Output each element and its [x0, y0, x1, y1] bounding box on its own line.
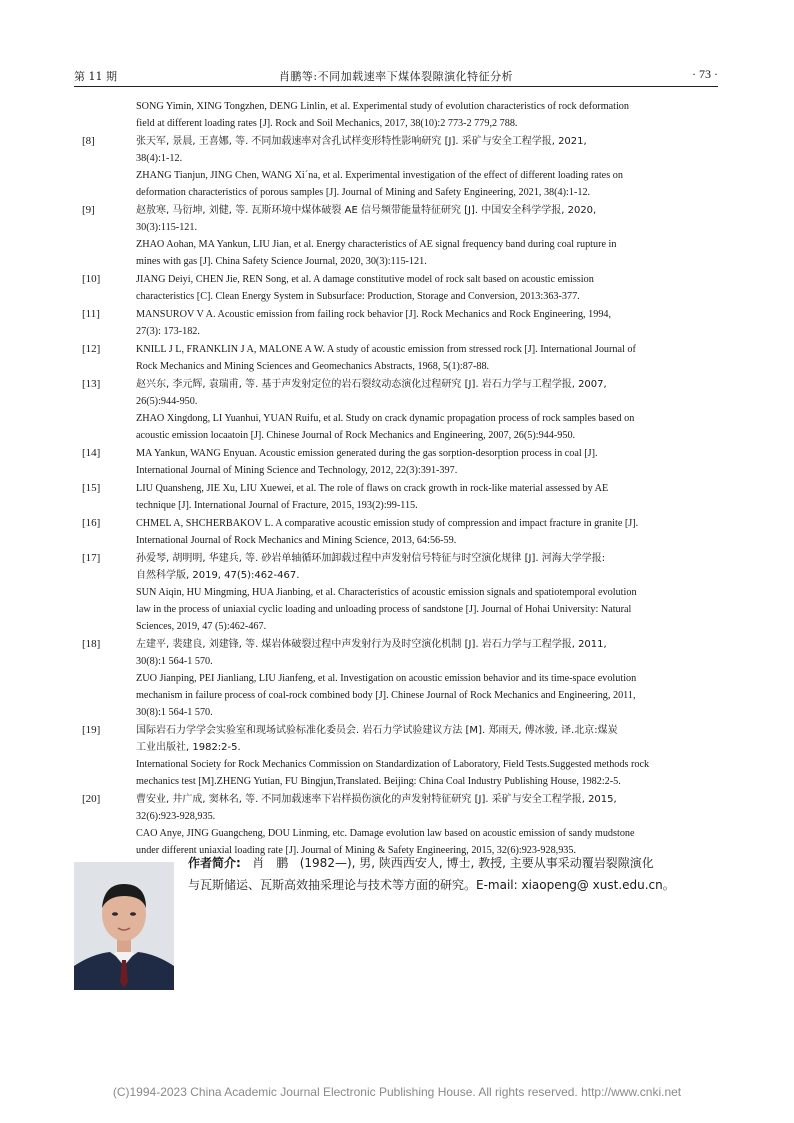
- reference-number: [16]: [82, 517, 101, 529]
- reference-number: [19]: [82, 724, 101, 736]
- reference-entry: [82, 341, 718, 375]
- reference-entry: [82, 376, 718, 444]
- reference-text-line: International Society for Rock Mechanics Commission on Standardization of Laboratory, Field Tests.Suggested methods rock: [136, 759, 650, 770]
- reference-entry: [82, 480, 718, 514]
- reference-text-line: 赵敖寒, 马衍坤, 刘健, 等. 瓦斯环境中煤体破裂 AE 信号频带能量特征研究 [J]. 中国安全科学学报, 2020,: [136, 205, 597, 216]
- reference-text-line: 工业出版社, 1982:2-5.: [136, 742, 241, 753]
- reference-text-line: 国际岩石力学学会实验室和现场试验标准化委员会. 岩石力学试验建议方法 [M]. 郑雨天, 傅冰骏, 译.北京:煤炭: [136, 725, 618, 736]
- reference-text-line: Rock Mechanics and Mining Sciences and Geomechanics Abstracts, 1968, 5(1):87-88.: [136, 361, 490, 372]
- author-profile: [74, 852, 724, 992]
- reference-entry: [82, 722, 718, 790]
- reference-text-line: acoustic emission locaatoin [J]. Chinese Journal of Rock Mechanics and Engineering, 2007, 26(5):944-950.: [136, 430, 576, 441]
- reference-text-line: JIANG Deiyi, CHEN Jie, REN Song, et al. A damage constitutive model of rock salt based on acoustic emission: [136, 274, 594, 285]
- reference-text-line: 30(8):1 564-1 570.: [136, 707, 213, 718]
- reference-text-line: under different uniaxial loading rate [J]. Journal of Mining & Safety Engineering, 2015, 32(6):923-928,935.: [136, 845, 577, 856]
- reference-text-line: mechanics test [M].ZHENG Yutian, FU Bingjun,Translated. Beijing: China Coal Industry Publishing House, 1982:2-5.: [136, 776, 621, 787]
- reference-entry: [82, 445, 718, 479]
- reference-text-line: Sciences, 2019, 47 (5):462-467.: [136, 621, 267, 632]
- reference-number: [10]: [82, 273, 101, 285]
- reference-text-line: LIU Quansheng, JIE Xu, LIU Xuewei, et al. The role of flaws on crack growth in rock-like material assessed by AE: [136, 483, 609, 494]
- reference-text-line: International Journal of Rock Mechanics and Mining Science, 2013, 64:56-59.: [136, 535, 457, 546]
- reference-number: [8]: [82, 135, 95, 147]
- author-bio-label: 作者简介:: [188, 856, 241, 870]
- reference-text-line: mechanism in failure process of coal-rock combined body [J]. Chinese Journal of Rock Mechanics and Engineering, 2011,: [136, 690, 636, 701]
- reference-text-line: CHMEL A, SHCHERBAKOV L. A comparative acoustic emission study of compression and impact fracture in granite [J].: [136, 518, 639, 529]
- reference-text-line: 30(8):1 564-1 570.: [136, 656, 213, 667]
- reference-text-line: field at different loading rates [J]. Rock and Soil Mechanics, 2017, 38(10):2 773-2 779,2 788.: [136, 118, 518, 129]
- author-bio-line-1: [188, 852, 724, 874]
- reference-text-line: SONG Yimin, XING Tongzhen, DENG Linlin, et al. Experimental study of evolution characteristics of rock deformation: [136, 101, 629, 112]
- reference-number: [13]: [82, 378, 101, 390]
- reference-text-line: deformation characteristics of porous samples [J]. Journal of Mining and Safety Engineering, 2021, 38(4):1-12.: [136, 187, 591, 198]
- reference-text-line: 左建平, 裴建良, 刘建锋, 等. 煤岩体破裂过程中声发射行为及时空演化机制 [J]. 岩石力学与工程学报, 2011,: [136, 639, 607, 650]
- reference-text-line: 曹安业, 井广成, 窦林名, 等. 不同加载速率下岩样损伤演化的声发射特征研究 [J]. 采矿与安全工程学报, 2015,: [136, 794, 617, 805]
- issue-number: 第 11 期: [74, 70, 117, 83]
- reference-entry: [82, 133, 718, 201]
- reference-text-line: ZHAO Aohan, MA Yankun, LIU Jian, et al. Energy characteristics of AE signal frequency band during coal rupture in: [136, 239, 617, 250]
- reference-text-line: law in the process of uniaxial cyclic loading and unloading process of sandstone [J]. Journal of Hohai University: Natural: [136, 604, 632, 615]
- reference-number: [20]: [82, 793, 101, 805]
- reference-text-line: 38(4):1-12.: [136, 153, 183, 164]
- author-bio-line-2: 与瓦斯储运、瓦斯高效抽采理论与技术等方面的研究。E-mail: xiaopeng@ xust.edu.cn。: [188, 878, 675, 892]
- reference-entry: [82, 306, 718, 340]
- reference-number: [17]: [82, 552, 101, 564]
- reference-entry: [82, 636, 718, 721]
- reference-number: [18]: [82, 638, 101, 650]
- reference-entry: [82, 202, 718, 270]
- reference-entry: [102, 98, 718, 132]
- reference-number: [11]: [82, 308, 100, 320]
- reference-text-line: 32(6):923-928,935.: [136, 811, 216, 822]
- reference-entry: [82, 271, 718, 305]
- reference-text-line: 张天军, 景晨, 王喜娜, 等. 不同加载速率对含孔试样变形特性影响研究 [J]. 采矿与安全工程学报, 2021,: [136, 136, 587, 147]
- reference-text-line: ZHAO Xingdong, LI Yuanhui, YUAN Ruifu, et al. Study on crack dynamic propagation process of rock samples based on: [136, 413, 635, 424]
- reference-text-line: 孙爱琴, 胡明明, 华建兵, 等. 砂岩单轴循环加卸载过程中声发射信号特征与时空演化规律 [J]. 河海大学学报:: [136, 553, 606, 564]
- reference-text-line: SUN Aiqin, HU Mingming, HUA Jianbing, et al. Characteristics of acoustic emission signals and spatiotemporal evolution: [136, 587, 637, 598]
- reference-text-line: 赵兴东, 李元辉, 袁瑞甫, 等. 基于声发射定位的岩石裂纹动态演化过程研究 [J]. 岩石力学与工程学报, 2007,: [136, 379, 607, 390]
- author-portrait-image: [74, 862, 174, 990]
- author-bio-text: [188, 852, 724, 896]
- page-number: · 73 ·: [692, 67, 718, 81]
- reference-text-line: ZHANG Tianjun, JING Chen, WANG Xi´na, et al. Experimental investigation of the effect of different loading rates on: [136, 170, 623, 181]
- reference-entry: [82, 515, 718, 549]
- running-header: [74, 66, 718, 87]
- reference-number: [14]: [82, 447, 101, 459]
- reference-text-line: 27(3): 173-182.: [136, 326, 200, 337]
- reference-list: [82, 98, 718, 860]
- reference-text-line: ZUO Jianping, PEI Jianliang, LIU Jianfeng, et al. Investigation on acoustic emission behavior and its time-space evolution: [136, 673, 637, 684]
- reference-text-line: MA Yankun, WANG Enyuan. Acoustic emission generated during the gas sorption-desorption process in coal [J].: [136, 448, 598, 459]
- reference-text-line: mines with gas [J]. China Safety Science Journal, 2020, 30(3):115-121.: [136, 256, 427, 267]
- reference-entry: [82, 791, 718, 859]
- reference-text-line: 26(5):944-950.: [136, 396, 198, 407]
- reference-number: [12]: [82, 343, 101, 355]
- reference-text-line: International Journal of Mining Science and Technology, 2012, 22(3):391-397.: [136, 465, 458, 476]
- reference-text-line: characteristics [C]. Clean Energy System in Subsurface: Production, Storage and Conversion, 2013:363-377.: [136, 291, 580, 302]
- reference-entry: [82, 550, 718, 635]
- running-title: 肖鹏等:不同加载速率下煤体裂隙演化特征分析: [278, 70, 514, 83]
- author-details: (1982—), 男, 陕西西安人, 博士, 教授, 主要从事采动覆岩裂隙演化: [299, 856, 654, 870]
- author-photo: [74, 862, 174, 990]
- reference-text-line: CAO Anye, JING Guangcheng, DOU Linming, etc. Damage evolution law based on acoustic emission of sandy mudstone: [136, 828, 635, 839]
- author-name: 肖 鹏: [252, 856, 289, 870]
- reference-text-line: technique [J]. International Journal of Fracture, 2015, 193(2):99-115.: [136, 500, 418, 511]
- reference-number: [9]: [82, 204, 95, 216]
- reference-text-line: 30(3):115-121.: [136, 222, 198, 233]
- copyright-footer: (C)1994-2023 China Academic Journal Electronic Publishing House. All rights reserved. http://www.cnki.net: [112, 1085, 682, 1099]
- reference-text-line: 自然科学版, 2019, 47(5):462-467.: [136, 570, 300, 581]
- reference-number: [15]: [82, 482, 101, 494]
- reference-text-line: KNILL J L, FRANKLIN J A, MALONE A W. A study of acoustic emission from stressed rock [J]. International Journal of: [136, 344, 636, 355]
- reference-text-line: MANSUROV V A. Acoustic emission from failing rock behavior [J]. Rock Mechanics and Rock Engineering, 1994,: [136, 309, 612, 320]
